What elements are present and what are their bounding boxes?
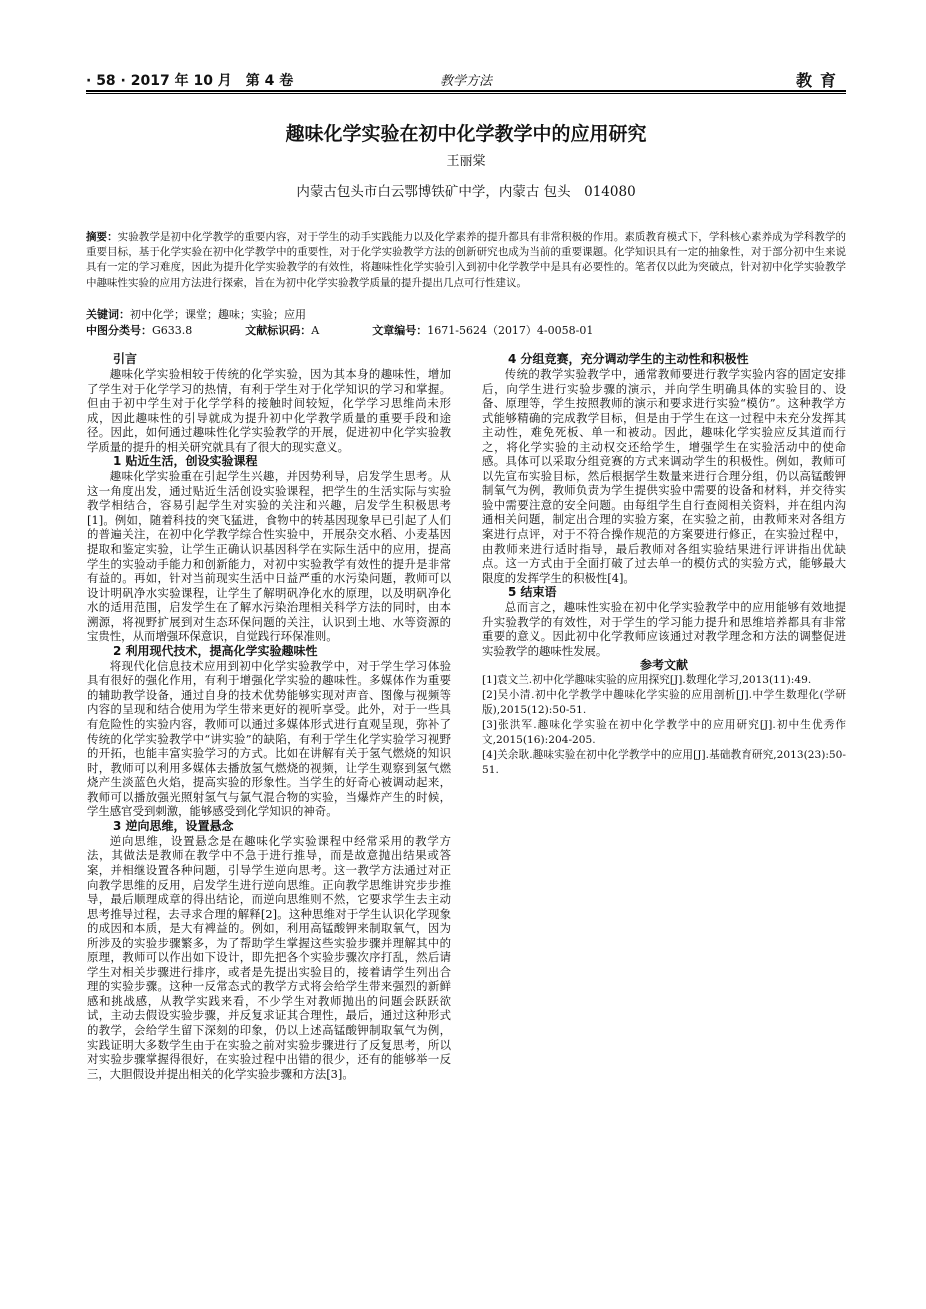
references-list [482, 673, 846, 778]
section-4-paragraph: 传统的教学实验教学中，通常教师要进行教学实验内容的固定安排后，向学生进行实验步骤的演示，并向学生明确具体的实验目的、设备、原理等，学生按照教师的演示和要求进行实验“模仿”。这种教学方式能够精确的完成教学目标，但是由于学生在这一过程中未充分发挥其主动性，难免死板、单一和被动。因此，趣味化学实验应反其道而行之，将化学实验的主动权交还给学生，增强学生在实验活动中的使命感。具体可以采取分组竞赛的方式来调动学生的积极性。例如，教师可以先宣布实验目标，然后根据学生数量来进行合理分组，仍以高锰酸钾制氧气为例，教师负责为学生提供实验中需要的设备和材料，并交待实验中需要注意的安全问题。由每组学生自行查阅相关资料，并在组内沟通相关问题，制定出合理的实验方案，在实验之前，由教师来对各组方案进行点评，对于不符合操作规范的方案要进行修正，在实验过程中，由教师来进行适时指导，最后教师对各组实验结果进行评讲指出优缺点。这一方式由于全面打破了过去单一的模仿式的实验方式，能够最大限度的发挥学生的积极性[4]。 [482, 367, 846, 585]
header-rule-top [86, 90, 846, 92]
article-title: 趣味化学实验在初中化学教学中的应用研究 [285, 123, 647, 145]
section-1-heading: 1 贴近生活，创设实验课程 [113, 454, 258, 469]
reference-item: [1]袁文兰.初中化学趣味实验的应用探究[J].数理化学习,2013(11):49. [482, 674, 812, 687]
clc-label: 中图分类号： [86, 324, 152, 337]
abstract-label: 摘要： [86, 231, 118, 243]
section-1-paragraph: 趣味化学实验重在引起学生兴趣，并因势利导，启发学生思考。从这一角度出发，通过贴近生活创设实验课程，把学生的生活实际与实验教学相结合，容易引起学生对实验的关注和兴趣，启发学生积极思考[1]。例如，随着科技的突飞猛进，食物中的转基因现象早已引起了人们的普遍关注，在初中化学教学综合性实验中，开展杂交水稻、小麦基因提取和鉴定实验，让学生正确认识基因科学在实际生活中的应用，提高学生的实验动手能力和创新能力，对初中实验教学有效性的提升是非常有益的。再如，针对当前现实生活中日益严重的水污染问题，教师可以设计明矾净水实验课程，让学生了解明矾净化水的原理，以及明矾净化水的适用范围，启发学生在了解水污染治理相关科学方法的同时，由本溯源，将视野扩展到对生态环保问题的关注，认识到土地、水等资源的宝贵性，从而增强环保意识，自觉践行环保准则。 [87, 469, 451, 644]
article-number-label: 文章编号： [372, 324, 428, 337]
keywords-text: 初中化学；课堂；趣味；实验；应用 [130, 308, 306, 321]
doc-code-label: 文献标识码： [245, 324, 312, 337]
running-header [86, 68, 846, 90]
journal-name: 教育 [795, 71, 844, 90]
clc-value: G633.8 [152, 324, 193, 337]
right-column [482, 352, 846, 778]
abstract-text: 实验教学是初中化学教学的重要内容，对于学生的动手实践能力以及化学素养的提升都具有非常积极的作用。素质教育模式下，学科核心素养成为学科教学的重要目标，基于化学实验在初中化学教学中的重要性，对于化学实验教学方法的创新研究也成为当前的重要课题。化学知识具有一定的抽象性，对于部分初中生来说具有一定的学习难度，因此为提升化学实验教学的有效性，将趣味性化学实验引入到初中化学教学中是具有必要性的。笔者仅以此为突破点，针对初中化学实验教学中趣味性实验的应用方法进行探索，旨在为初中化学实验教学质量的提升提出几点可行性建议。 [86, 231, 846, 289]
left-column [87, 352, 451, 1081]
section-3-paragraph: 逆向思维，设置悬念是在趣味化学实验课程中经常采用的教学方法，其做法是教师在教学中不急于进行推导，而是故意抛出结果或答案，并相继设置各种问题，引导学生逆向思考。这一教学方法通过对正向教学思维的反用，启发学生进行逆向思维。正向教学思维讲究步步推导，最后顺理成章的得出结论，而逆向思维则不然，它要求学生去主动思考推导过程，去寻求合理的解释[2]。这种思维对于学生认识化学现象的成因和本质，是大有裨益的。例如，利用高锰酸钾来制取氧气，因为所涉及的实验步骤繁多，为了帮助学生掌握这些实验步骤并理解其中的原理，教师可以作出如下设计，即先把各个实验步骤次序打乱，然后请学生对相关步骤进行排序，或者是先提出实验目的，接着请学生列出合理的实验步骤。这种一反常态式的教学方式将会给学生带来强烈的新鲜感和挑战感，从教学实践来看，不少学生对教师抛出的问题会跃跃欲试，主动去假设实验步骤，并反复求证其合理性，最后，通过这种形式的教学，会给学生留下深刻的印象，仍以上述高锰酸钾制取氧气为例，实践证明大多数学生由于在实验之前对实验步骤进行了反复思考，所以对实验步骤掌握得很好，在实验过程中出错的很少，还有的能够举一反三，大胆假设并提出相关的化学实验步骤和方法[3]。 [87, 833, 451, 1081]
keywords [86, 306, 846, 322]
references-heading: 参考文献 [639, 658, 688, 673]
section-5-paragraph: 总而言之，趣味性实验在初中化学实验教学中的应用能够有效地提升实验教学的有效性，对于学生的学习能力提升和思维培养都具有非常重要的意义。因此初中化学教师应该通过对教学理念和方法的调整促进实验教学的趣味性发展。 [482, 600, 846, 658]
reference-item: [2]吴小清.初中化学教学中趣味化学实验的应用剖析[J].中学生数理化(学研版),2015(12):50-51. [482, 689, 846, 717]
section-name: 教学方法 [439, 74, 492, 89]
article-number-value: 1671-5624（2017）4-0058-01 [427, 324, 594, 337]
section-2-heading: 2 利用现代技术，提高化学实验趣味性 [113, 643, 318, 658]
section-2-paragraph: 将现代化信息技术应用到初中化学实验教学中，对于学生学习体验具有很好的强化作用，有利于增强化学实验的趣味性。多媒体作为重要的辅助教学设备，通过自身的技术优势能够实现对声音、图像与视频等内容的呈现和结合使用为学生带来更好的视听享受。此外，对于一些具有危险性的实验内容，教师可以通过多媒体形式进行直观呈现，弥补了传统的化学实验教学中“讲实验”的缺陷，有利于学生化学实验学习视野的开拓，也能丰富实验学习的方式。比如在讲解有关于氢气燃烧的知识时，教师可以利用多媒体去播放氢气燃烧的视频，让学生观察到氢气燃烧产生淡蓝色火焰，提高实验的形象性。当学生的好奇心被调动起来，教师可以播放强光照射氢气与氯气混合物的实验，当爆炸产生的时候，学生感官受到刺激，能够感受到化学知识的神奇。 [87, 658, 451, 819]
abstract [86, 230, 846, 291]
section-3-heading: 3 逆向思维，设置悬念 [113, 818, 234, 833]
intro-heading: 引言 [113, 352, 138, 366]
doc-code-value: A [311, 324, 320, 337]
reference-item: [4]关余耿.趣味实验在初中化学教学中的应用[J].基础教育研究,2013(23):50-51. [482, 749, 846, 777]
header-rule-bottom [86, 93, 846, 94]
intro-paragraph: 趣味化学实验相较于传统的化学实验，因为其本身的趣味性，增加了学生对于化学学习的热情，有利于学生对于化学知识的学习和掌握。但由于初中学生对于化学学科的接触时间较短，化学学习思维尚未形成，因此趣味性的引导就成为提升初中化学教学质量的重要手段和途径。因此，如何通过趣味性化学实验教学的开展，促进初中化学实验教学质量的提升的相关研究就具有了很大的现实意义。 [87, 367, 451, 454]
affiliation: 内蒙古包头市白云鄂博铁矿中学，内蒙古 包头 014080 [296, 184, 636, 200]
reference-item: [3]张洪军.趣味化学实验在初中化学教学中的应用研究[J].初中生优秀作文,2015(16):204-205. [482, 719, 846, 747]
classification-line [86, 322, 846, 338]
section-5-heading: 5 结束语 [508, 585, 557, 600]
keywords-label: 关键词： [86, 308, 130, 321]
issue-info: · 58 · 2017 年 10 月 第 4 卷 [86, 73, 294, 89]
author: 王丽棠 [446, 154, 486, 169]
section-4-heading: 4 分组竞赛，充分调动学生的主动性和积极性 [508, 352, 749, 366]
